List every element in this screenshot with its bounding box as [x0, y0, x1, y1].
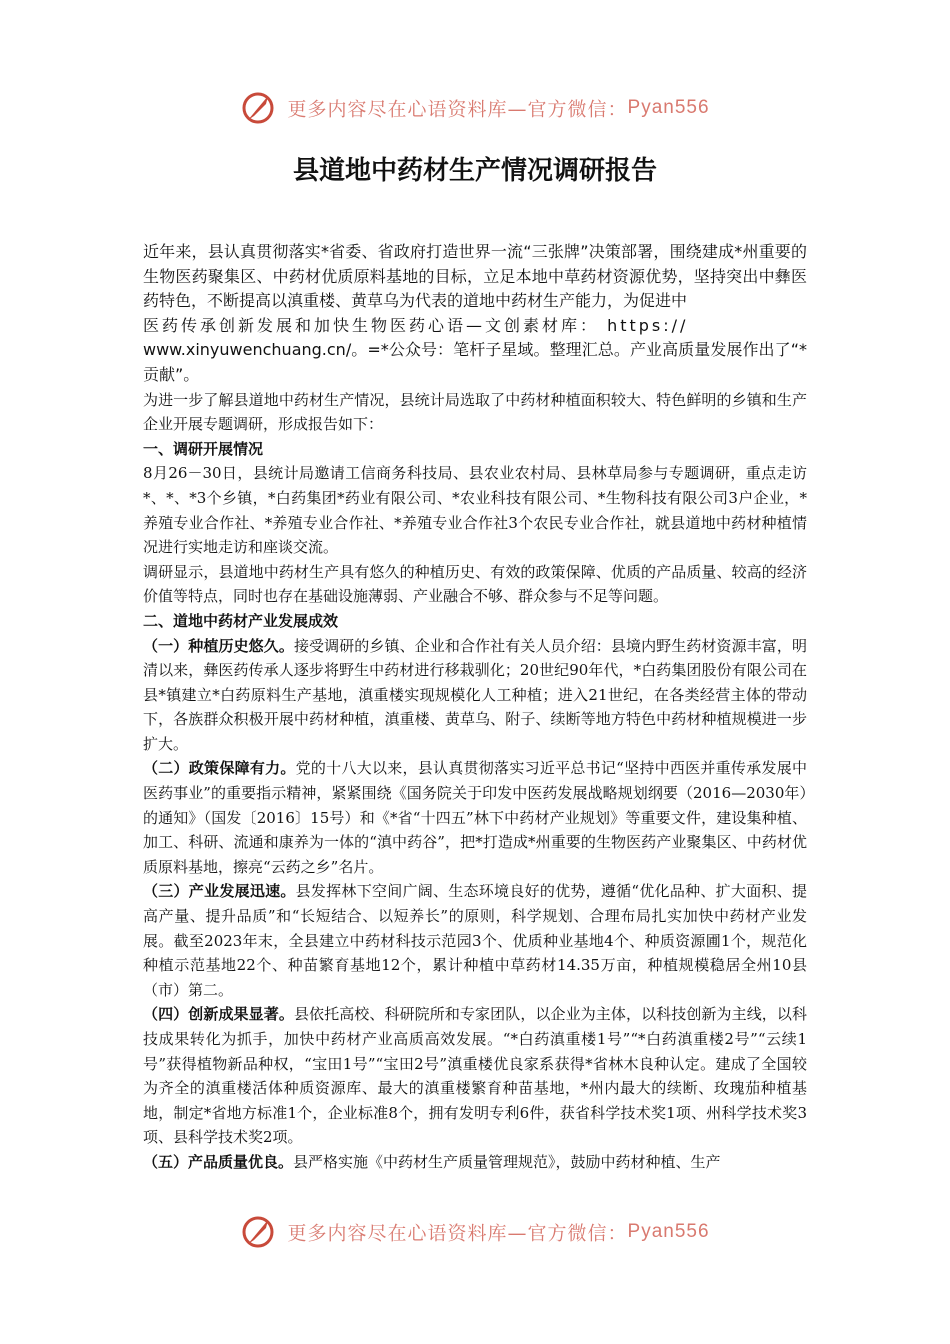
subsection-lead: （三）产业发展迅速。	[143, 882, 296, 901]
document-title: 县道地中药材生产情况调研报告	[292, 156, 657, 186]
section-heading-1: 一、调研开展情况	[143, 439, 264, 458]
subsection-4	[143, 1002, 807, 1150]
watermark-banner-top	[0, 90, 950, 126]
subsection-1	[143, 634, 807, 757]
subsection-body: 县发挥林下空间广阔、生态环境良好的优势，遵循“优化品种、扩大面积、提高产量、提升品质”和“长短结合、以短养长”的原则，科学规划、合理布局扎实加快中药材产业发展。截至2023年末，全县建立中药材科技示范园3个、优质种业基地4个、种质资源圃1个，规范化种植示范基地22个、种苗繁育基地12个，累计种植中草药材14.35万亩，种植规模稳居全州10县（市）第二。	[143, 882, 807, 999]
subsection-lead: （四）创新成果显著。	[143, 1005, 294, 1024]
subsection-lead: （五）产品质量优良。	[143, 1152, 294, 1171]
intro-url-line: 医药传承创新发展和加快生物医药心语—文创素材库： https://	[143, 315, 689, 335]
paragraph: 为进一步了解县道地中药材生产情况，县统计局选取了中药材种植面积较大、特色鲜明的乡镇和生产企业开展专题调研，形成报告如下：	[143, 390, 807, 434]
quill-pen-logo-icon	[240, 1214, 276, 1250]
intro-text-1: 近年来，县认真贯彻落实*省委、省政府打造世界一流“三张牌”决策部署，围绕建成*州重要的生物医药聚集区、中药材优质原料基地的目标，立足本地中草药材资源优势，坚持突出中彝医药特色，不断提高以滇重楼、黄草乌为代表的道地中药材生产能力，为促进中	[143, 242, 807, 311]
intro-text-2: www.xinyuwenchuang.cn/。=*公众号：笔杆子星域。整理汇总。产业高质量发展作出了“*贡献”。	[143, 340, 807, 384]
subsection-5	[143, 1150, 807, 1175]
paragraph: 调研显示，县道地中药材生产具有悠久的种植历史、有效的政策保障、优质的产品质量、较高的经济价值等特点，同时也存在基础设施薄弱、产业融合不够、群众参与不足等问题。	[143, 562, 807, 606]
section-heading-2: 二、道地中药材产业发展成效	[143, 611, 339, 630]
paragraph: 8月26－30日，县统计局邀请工信商务科技局、县农业农村局、县林草局参与专题调研，重点走访*、*、*3个乡镇，*白药集团*药业有限公司、*农业科技有限公司、*生物科技有限公司3户企业，*养殖专业合作社、*养殖专业合作社、*养殖专业合作社3个农民专业合作社，就县道地中药材种植情况进行实地走访和座谈交流。	[143, 464, 807, 557]
subsection-body: 党的十八大以来，县认真贯彻落实习近平总书记“坚持中西医并重传承发展中医药事业”的重要指示精神，紧紧围绕《国务院关于印发中医药发展战略规划纲要（2016—2030年）的通知》（国发〔2016〕15号）和《*省“十四五”林下中药材产业规划》等重要文件，建设集种植、加工、科研、流通和康养为一体的“滇中药谷”，把*打造成*州重要的生物医药产业聚集区、中药材优质原料基地，擦亮“云药之乡”名片。	[143, 759, 807, 876]
subsection-body: 县严格实施《中药材生产质量管理规范》，鼓励中药材种植、生产	[293, 1152, 721, 1171]
subsection-lead: （二）政策保障有力。	[143, 759, 296, 778]
watermark-wechat: Pyan556	[627, 1221, 710, 1242]
subsection-3	[143, 879, 807, 1002]
watermark-wechat: Pyan556	[627, 97, 710, 118]
quill-pen-logo-icon	[240, 90, 276, 126]
watermark-text: 更多内容尽在心语资料库—官方微信：	[287, 98, 628, 121]
subsection-lead: （一）种植历史悠久。	[143, 636, 294, 655]
watermark-banner-bottom	[0, 1214, 950, 1250]
subsection-body: 县依托高校、科研院所和专家团队，以企业为主体，以科技创新为主线，以科技成果转化为抓手，加快中药材产业高质高效发展。“*白药滇重楼1号”“*白药滇重楼2号”“云续1号”获得植物新品种权，“宝田1号”“宝田2号”滇重楼优良家系获得*省林木良种认定。建成了全国较为齐全的滇重楼活体种质资源库、最大的滇重楼繁育种苗基地，*州内最大的续断、玫瑰茄种植基地，制定*省地方标准1个，企业标准8个，拥有发明专利6件，获省科学技术奖1项、州科学技术奖3项、县科学技术奖2项。	[143, 1005, 807, 1147]
subsection-2	[143, 756, 807, 879]
subsection-body: 接受调研的乡镇、企业和合作社有关人员介绍：县境内野生药材资源丰富，明清以来，彝医药传承人逐步将野生中药材进行移栽驯化；20世纪90年代，*白药集团股份有限公司在县*镇建立*白药原料生产基地，滇重楼实现规模化人工种植；进入21世纪，在各类经营主体的带动下，各族群众积极开展中药材种植，滇重楼、黄草乌、附子、续断等地方特色中药材种植规模进一步扩大。	[143, 636, 807, 753]
intro-paragraph	[143, 240, 807, 388]
watermark-text: 更多内容尽在心语资料库—官方微信：	[287, 1222, 628, 1245]
document-body	[143, 240, 807, 1175]
